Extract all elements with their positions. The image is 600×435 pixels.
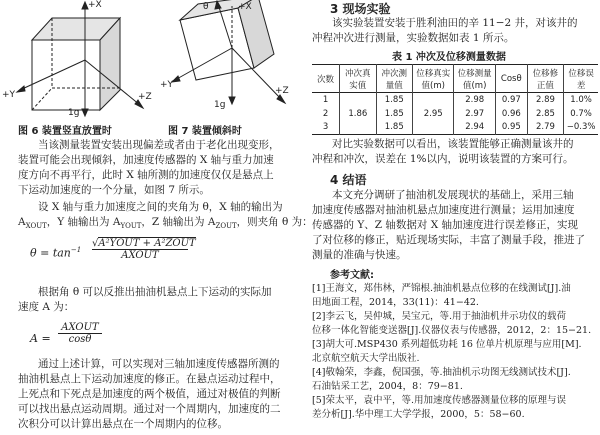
reference-line: [1]王海文，郑伟林，严锦根.抽油机悬点位移的在线测试[J].油 [312,283,571,294]
table-cell: 2.79 [527,121,563,135]
fig7-caption: 图 7 装置倾斜时 [168,126,242,137]
fig7-label-y: +Y [160,80,174,90]
fig7-label-z: +Z [275,86,289,96]
reference-line: 位移一体化智能变送器[J].仪器仪表与传感器，2012，2：15−21. [312,325,592,336]
references-heading: 参考文献: [330,270,374,281]
reference-line: 石油钻采工艺，2004，8：79−81. [312,381,463,392]
table-cell: −0.3% [564,121,598,135]
table-cell: 0.97 [495,93,527,107]
section-4-heading: 4 结语 [330,173,367,187]
equation-acceleration-fraction: AXOUT cosθ [58,322,102,345]
table-cell: 2.97 [454,107,495,121]
table-cell: 0.96 [495,107,527,121]
fig6-label-x: +X [88,0,102,10]
table-header-row [312,65,598,93]
table-cell: 0.7% [564,107,598,121]
equation-theta-fraction: √A²YOUT + A²ZOUT AXOUT [92,238,196,261]
fig6-caption: 图 6 装置竖直放置时 [18,126,112,137]
table-cell: 2.85 [527,107,563,121]
equation-acceleration: A = [30,332,51,345]
table-header: Cosθ [495,65,527,93]
section-3-heading: 3 现场实验 [330,2,391,16]
figures-svg [0,0,290,120]
left-para-2: 设 X 轴与重力加速度之间的夹角为 θ，X 轴的输出为 $A_{XOUT}$，Y 轴输出为 $A_{YOUT}$，Z 轴输出为 $A_{ZOUT}$，则夹角 θ 为： [18,201,313,231]
table-cell: 3 [322,122,329,133]
left-para-1: 当该测量装置安装出现偏差或者由于老化出现变形， 装置可能会出现倾斜，加速度传感器的 X 轴与重力加速 度方向不再平行，此时 X 轴所测的加速度仅仅是悬点上 下运动加速度的一个分量，如图 7 所示。 [18,139,280,196]
table-title: 表 1 冲次及位移测量数据 [392,52,506,63]
reference-line: 田地面工程，2014，33(11)：41−42. [312,297,479,308]
table-cell: 2 [322,108,329,119]
table-cell: 2.94 [454,121,495,135]
table-header: 位移真实值(m) [413,65,454,93]
fig7-cube [180,0,274,80]
table-header: 位移测量值(m) [454,65,495,93]
reference-line: 差分析[J].华中理工大学学报，2000，5：58−60. [312,409,525,420]
table-header: 次数 [317,74,335,85]
table-cell: 2.89 [527,93,563,107]
table-cell: 1.85 [376,107,412,121]
reference-line: [2]李云飞，吴仲城，吴宝元，等.用于抽油机井示功仪的载荷 [312,311,566,322]
reference-line: [5]荣太平，袁中平，等.用加速度传感器测量位移的原理与误 [312,395,566,406]
table-header: 位移修正值 [527,65,563,93]
data-table [312,64,598,135]
table-cell: 2.98 [454,93,495,107]
table-cell: 1.0% [564,93,598,107]
references-list [312,282,591,422]
table-header: 冲次真实值 [340,65,376,93]
table-cell: 1.85 [376,93,412,107]
section-4-para: 本文充分调研了抽油机发展现状的基础上，采用三轴 加速度传感器对抽油机悬点加速度进行测量；运用加速度 传感器的 Y、Z 轴数据对 X 轴加速度进行误差修正，实现 了对位移的修正，贴近现场实际，丰富了测量手段，推进了 测量的准确与快速。 [312,189,585,261]
reference-line: [3]胡大可.MSP430 系列超低功耗 16 位单片机原理与应用[M]. [312,339,582,350]
table-header: 冲次测量值 [376,65,412,93]
table-row [312,93,598,107]
fig6-label-z: +Z [138,92,152,102]
fig7-label-g: 1g [214,100,226,110]
fig7-label-theta: θ [203,2,209,12]
equation-theta: $\theta = \tan^{-1}$ [30,246,82,260]
reference-line: 北京航空航天大学出版社. [312,353,420,364]
section-3-para: 该实验装置安装于胜利油田的辛 11−2 井，对该井的 冲程冲次进行测量，实验数据如表 1 所示。 [312,17,578,44]
table-cell: 0.95 [495,121,527,135]
left-para-4: 通过上述计算，可以实现对三轴加速度传感器所测的 抽油机悬点上下运动加速度的修正。在悬点运动过程中， 上死点和下死点是加速度的两个极值，通过对极值的判断 可以找出悬点运动周期。通过对一个周期内，加速度的二 次积分可以计算出悬点在一个周期内的位移。 [18,358,281,430]
left-para-3: 根据角 θ 可以反推出抽油机悬点上下运动的实际加 速度 A 为： [18,286,272,313]
table-cell: 1.85 [376,121,412,135]
fig7-label-x: +X [238,2,252,12]
table-cell: 1.86 [340,93,376,135]
reference-line: [4]敬翰荣，李鑫，倪国强，等.抽油机示功图无线测试技术[J]. [312,367,571,378]
table-header: 位移误差 [564,65,598,93]
fig6-label-g: 1g [68,108,80,118]
fig6-label-y: +Y [2,90,16,100]
table-cell: 2.95 [413,93,454,135]
table-cell: 1 [322,94,329,105]
conclusion-para: 对比实验数据可以看出，该装置能够正确测量该井的 冲程和冲次，误差在 1%以内，说明该装置的方案可行。 [312,138,574,165]
